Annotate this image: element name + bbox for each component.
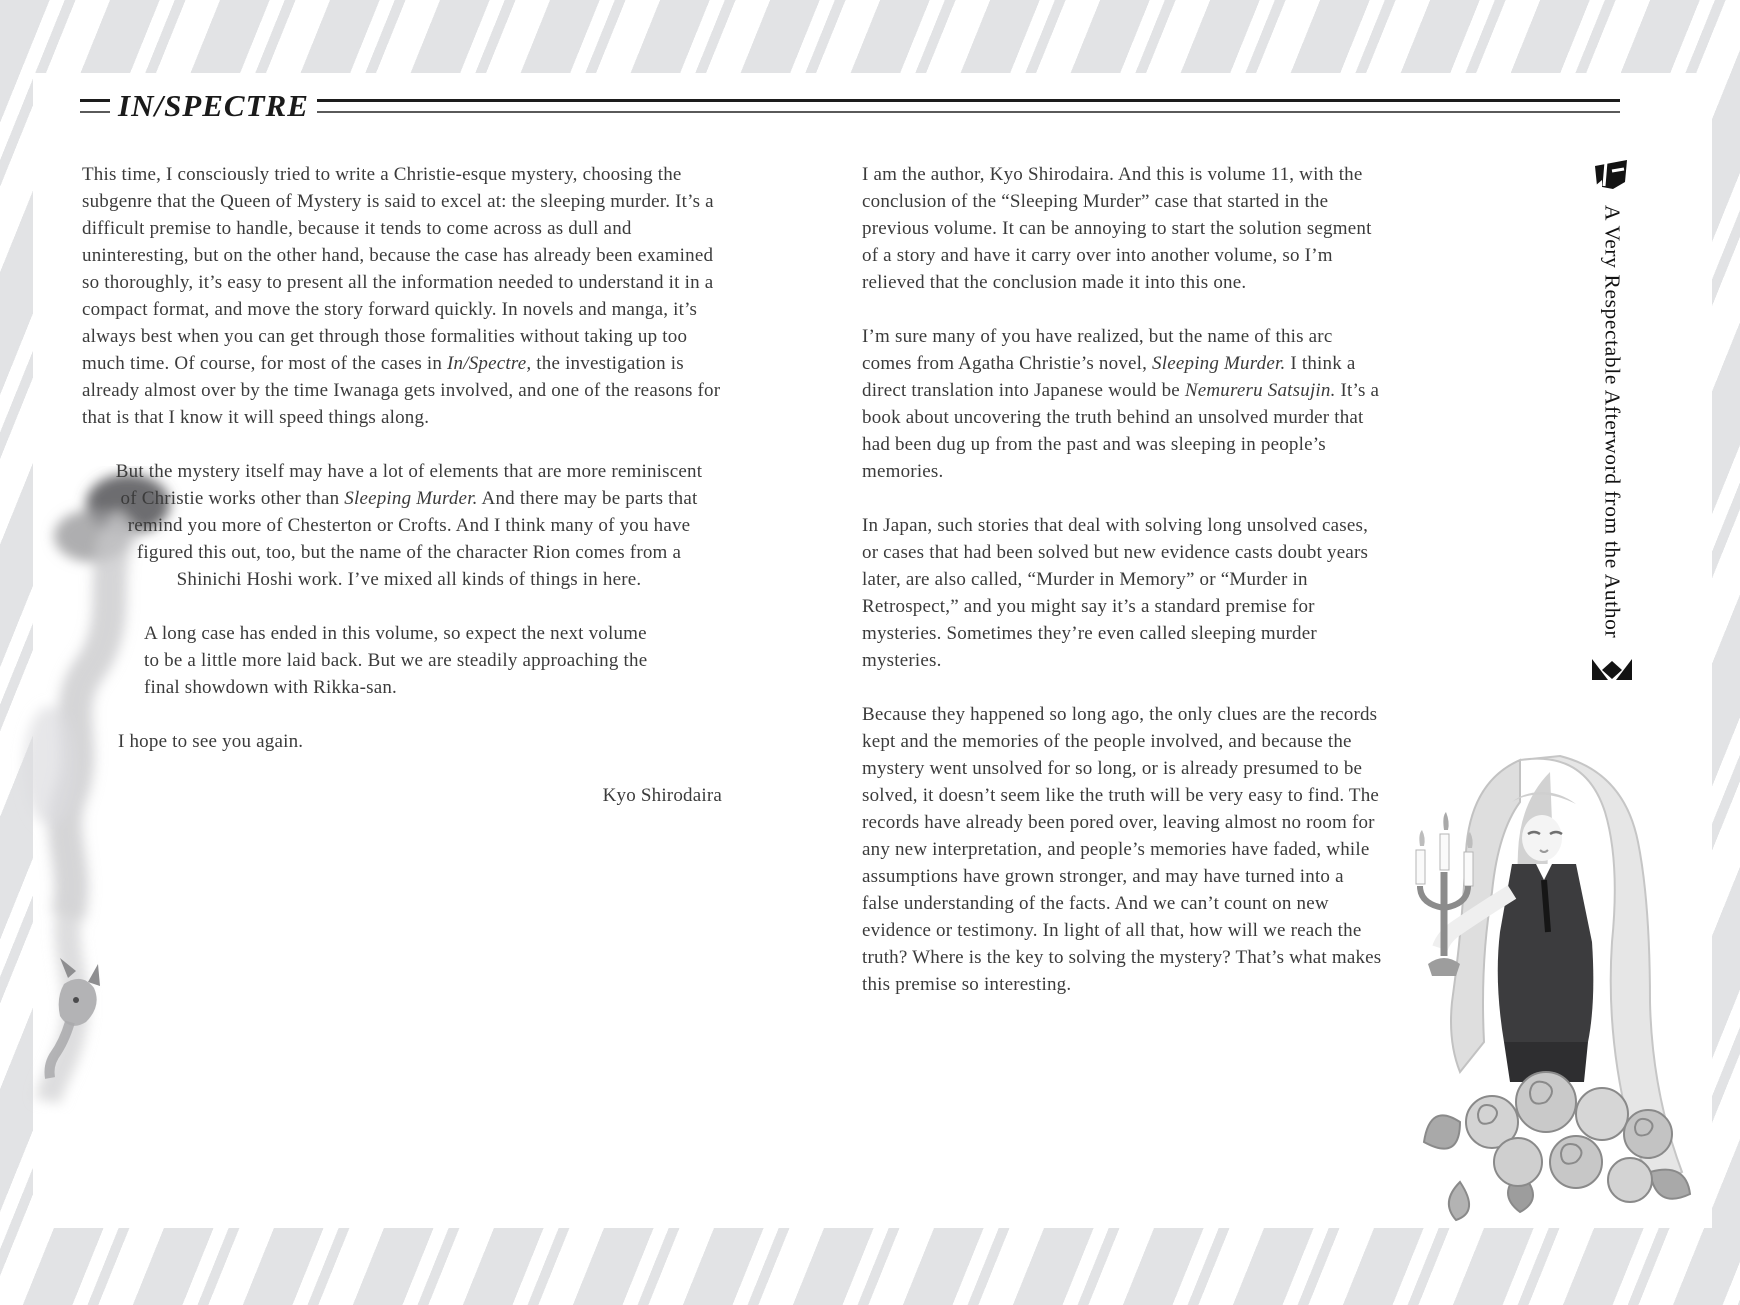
publisher-mark-icon [1593,158,1631,192]
character-illustration [1400,742,1718,1224]
author-signature: Kyo Shirodaira [602,785,722,806]
logo-left-rule [80,99,110,113]
paragraph: I’m sure many of you have realized, but the name of this arc comes from Agatha Christie’s novel, Sleeping Murder. I think a direct translation into Japanese would be Nemureru Satsujin. It’s a book about uncovering the truth behind an unsolved murder that had been dug up from the past and was sleeping in people’s memories. [862,326,1380,482]
paragraph: I am the author, Kyo Shirodaira. And this is volume 11, with the conclusion of the “Sleeping Murder” case that started in the previous volume. It can be annoying to start the solution segment of a story and have it carry over into another volume, so I’m relieved that the conclusion made it into this one. [862,164,1372,293]
header [80,86,1620,126]
logo-right-rule [317,99,1620,113]
paragraph: A long case has ended in this volume, so expect the next volume to be a little more laid back. But we are steadily approaching the final showdown with Rikka-san. [144,623,648,698]
paragraph: This time, I consciously tried to write a Christie-esque mystery, choosing the subgenre that the Queen of Mystery is said to excel at: the sleeping murder. It’s a difficult premise to handle, because it tends to come across as dull and uninteresting, but on the other hand, because the case has already been examined so thoroughly, it’s easy to present all the information needed to understand it in a compact format, and move the story forward quickly. In novels and manga, it’s always best when you can get through those formalities without taking up too much time. Of course, for most of the cases in In/Spectre, the investigation is already almost over by the time Iwanaga gets involved, and one of the reasons for that is that I know it will speed things along. [82,164,721,428]
afterword-title-strip [1584,158,1640,684]
paragraph: But the mystery itself may have a lot of elements that are more reminiscent of Christie works other than Sleeping Murder. And there may be parts that remind you more of Chesterton or Crofts. And I think many of you have figured this out, too, but the name of the character Rion comes from a Shinichi Hoshi work. I’ve mixed all kinds of things in here. [115,461,703,590]
signoff-line: I hope to see you again. [118,731,304,752]
paragraph: In Japan, such stories that deal with solving long unsolved cases, or cases that had been solved but new evidence casts doubt years later, are also called, “Murder in Memory” or “Murder in Retrospect,” and you might say it’s a standard premise for mysteries. Sometimes they’re even called sleeping murder mysteries. [862,515,1369,671]
left-column [82,161,722,836]
series-logo: IN/SPECTRE [118,88,309,123]
right-column [862,161,1384,1025]
afterword-title: A Very Respectable Afterword from the Author [1600,205,1625,639]
diamond-mark-icon [1590,656,1634,684]
paragraph: Because they happened so long ago, the only clues are the records kept and the memories of the people involved, and because the mystery went unsolved for so long, or is already presumed to be solved, it doesn’t seem like the truth will be very easy to find. The records have already been pored over, leaving almost no room for any new interpretation, and people’s memories have faded, while assumptions have grown stronger, and may have turned into a false understanding of the facts. And we can’t count on new evidence or testimony. In light of all that, how will we reach the truth? Where is the key to solving the mystery? That’s what makes this premise so interesting. [862,704,1382,995]
